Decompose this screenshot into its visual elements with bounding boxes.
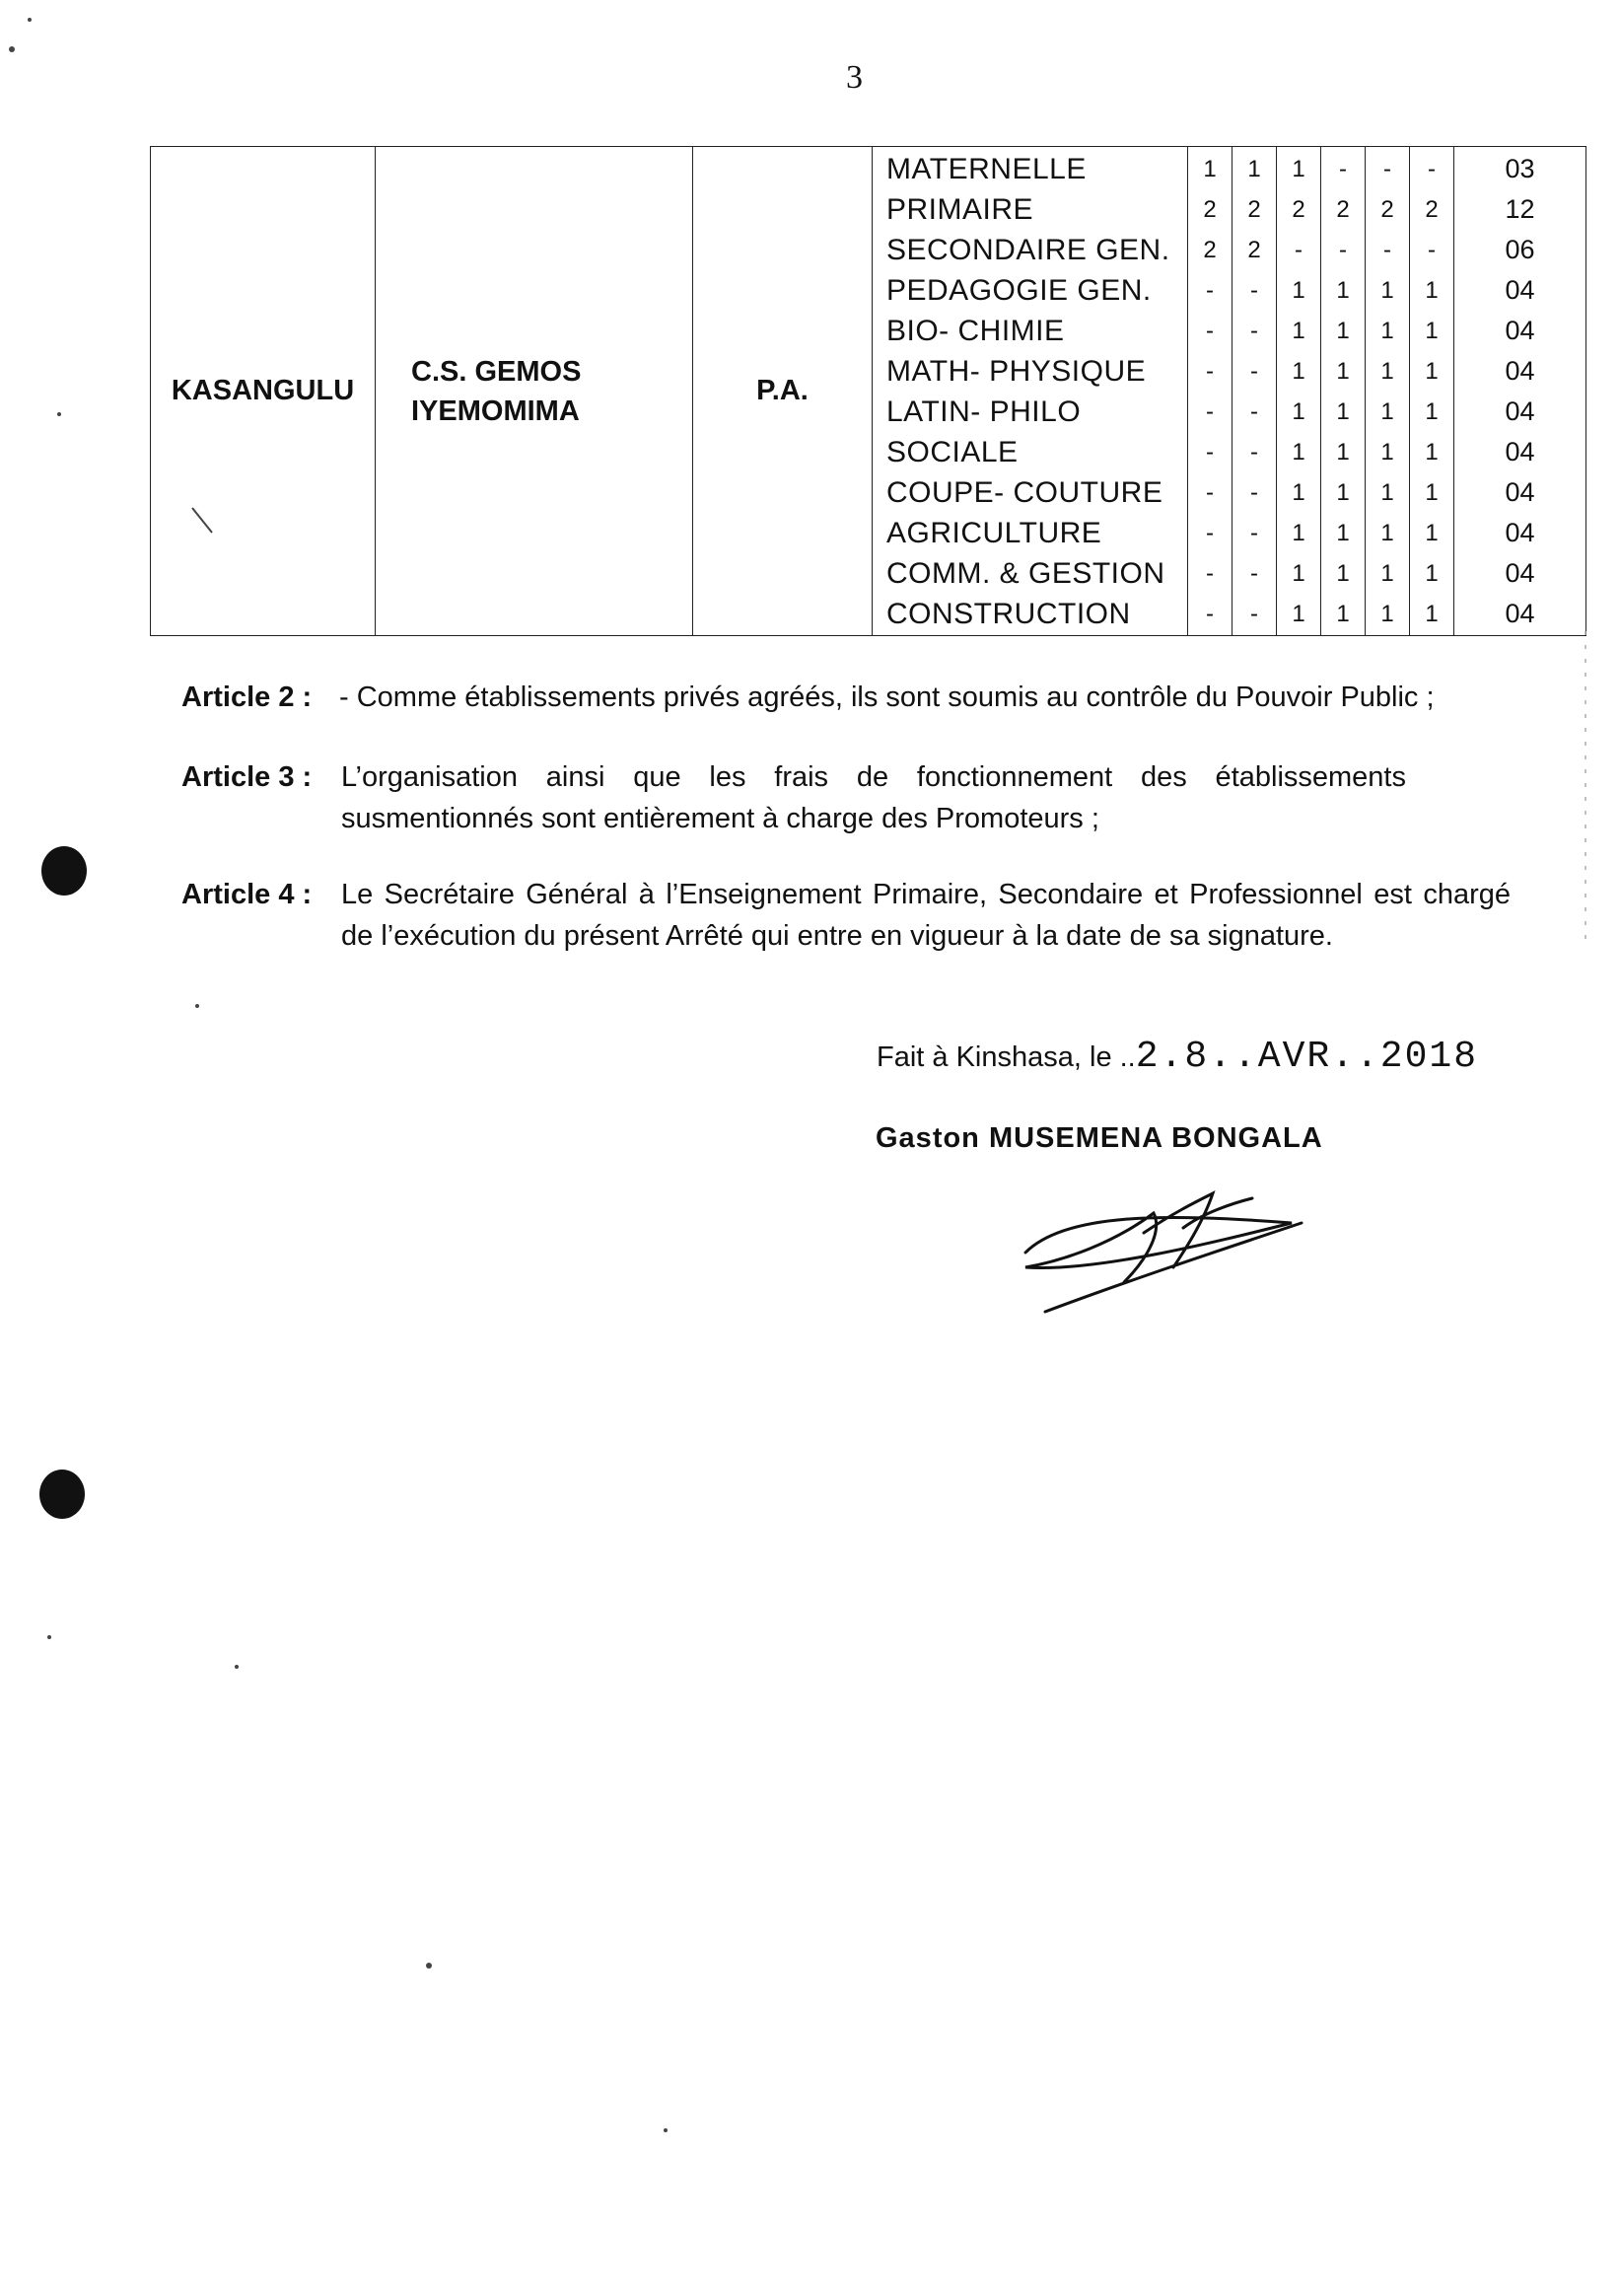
school-type-cell (693, 147, 873, 636)
class-count: - (1250, 438, 1258, 466)
class-count: - (1250, 519, 1258, 546)
class-count: 1 (1336, 600, 1350, 627)
class-count: - (1383, 155, 1391, 182)
class-count: - (1250, 276, 1258, 304)
class-count: 1 (1292, 397, 1305, 425)
class-count: 1 (1425, 276, 1439, 304)
class-count: 2 (1203, 195, 1217, 223)
class-count: - (1206, 600, 1214, 627)
class-count: 1 (1336, 357, 1350, 385)
class-count: 1 (1380, 478, 1394, 506)
signature-place: Fait à Kinshasa, le .. (877, 1041, 1136, 1073)
class-count: 1 (1425, 438, 1439, 466)
school-name-line1: C.S. GEMOS (411, 355, 582, 388)
location-cell (151, 147, 376, 636)
class-count: 1 (1380, 397, 1394, 425)
article-3 (181, 756, 1542, 845)
row-total: 04 (1505, 315, 1535, 345)
class-count: 1 (1336, 438, 1350, 466)
row-total: 04 (1505, 517, 1535, 547)
class-count: 1 (1425, 317, 1439, 344)
article-label: Article 3 : (181, 761, 313, 793)
class-count: 1 (1425, 559, 1439, 587)
article-4 (181, 874, 1542, 1002)
table-row (151, 147, 1586, 636)
school-type: P.A. (756, 375, 809, 406)
class-count-column-4 (1321, 147, 1366, 636)
class-count: - (1383, 236, 1391, 263)
class-count: - (1206, 478, 1214, 506)
article-text: Le Secrétaire Général à l’Enseignement Primaire, Secondaire et Professionnel est chargé de l’exécution du présent Arrêté qui entre en vigueur à la date de sa signature. (341, 879, 1511, 952)
class-count: 1 (1380, 276, 1394, 304)
class-count: 1 (1292, 478, 1305, 506)
school-cell (376, 147, 693, 636)
handwritten-signature (1006, 1174, 1321, 1331)
class-count: 1 (1336, 559, 1350, 587)
class-count: 1 (1425, 600, 1439, 627)
class-count: 1 (1292, 357, 1305, 385)
article-2 (181, 677, 1542, 718)
class-count: 1 (1292, 155, 1305, 182)
option-name: COUPE- COUTURE (886, 475, 1163, 509)
article-text: L’organisation ainsi que les frais de fonctionnement des établissements susmentionnés sont entièrement à charge des Promoteurs ; (341, 761, 1406, 834)
article-label: Article 2 : (181, 682, 313, 713)
row-total: 12 (1505, 193, 1535, 224)
class-count: - (1206, 438, 1214, 466)
class-count: 1 (1292, 317, 1305, 344)
row-total: 04 (1505, 395, 1535, 426)
options-column (873, 147, 1188, 636)
signer-name: Gaston MUSEMENA BONGALA (876, 1122, 1323, 1154)
class-count-column-3 (1277, 147, 1321, 636)
class-count: 2 (1425, 195, 1439, 223)
row-total: 03 (1505, 153, 1535, 183)
class-count: - (1206, 559, 1214, 587)
class-count: 1 (1380, 317, 1394, 344)
option-name: CONSTRUCTION (886, 597, 1131, 630)
class-count: 1 (1425, 397, 1439, 425)
class-count: 2 (1380, 195, 1394, 223)
option-name: SOCIALE (886, 435, 1019, 468)
class-count: - (1339, 155, 1347, 182)
class-count: - (1250, 317, 1258, 344)
row-total: 04 (1505, 476, 1535, 507)
class-count: - (1206, 276, 1214, 304)
signature-date: 2.8..AVR..2018 (1135, 1036, 1479, 1078)
class-count: - (1428, 155, 1436, 182)
class-count: 1 (1247, 155, 1261, 182)
class-count: 2 (1336, 195, 1350, 223)
class-count: 1 (1336, 397, 1350, 425)
class-count: 1 (1336, 478, 1350, 506)
class-count: 1 (1336, 276, 1350, 304)
class-count: 1 (1380, 438, 1394, 466)
class-count: - (1250, 600, 1258, 627)
class-count: 1 (1425, 519, 1439, 546)
row-total: 04 (1505, 598, 1535, 628)
class-count-column-1 (1188, 147, 1233, 636)
class-count: 1 (1380, 559, 1394, 587)
class-count: - (1250, 357, 1258, 385)
option-name: MATH- PHYSIQUE (886, 354, 1147, 388)
class-count: - (1206, 317, 1214, 344)
class-count: 1 (1336, 519, 1350, 546)
class-count: - (1206, 397, 1214, 425)
class-count: 2 (1203, 236, 1217, 263)
class-count: 2 (1247, 236, 1261, 263)
class-count: - (1339, 236, 1347, 263)
school-registration-table (150, 146, 1586, 636)
class-count: - (1250, 397, 1258, 425)
punch-hole-mark (39, 1470, 85, 1519)
class-count: 2 (1292, 195, 1305, 223)
class-count: 2 (1247, 195, 1261, 223)
class-count: 1 (1380, 600, 1394, 627)
class-count: 1 (1292, 600, 1305, 627)
option-name: PEDAGOGIE GEN. (886, 273, 1152, 307)
class-count: - (1250, 559, 1258, 587)
punch-hole-mark (41, 846, 87, 896)
option-name: LATIN- PHILO (886, 395, 1082, 428)
option-name: SECONDAIRE GEN. (886, 233, 1170, 266)
class-count: 1 (1380, 357, 1394, 385)
location-name: KASANGULU (171, 375, 355, 406)
row-total: 04 (1505, 355, 1535, 386)
class-count-column-5 (1366, 147, 1410, 636)
page-number: 3 (846, 59, 863, 96)
class-count: - (1250, 478, 1258, 506)
option-name: COMM. & GESTION (886, 556, 1165, 590)
class-count: 1 (1336, 317, 1350, 344)
article-text: - Comme établissements privés agréés, ils sont soumis au contrôle du Pouvoir Public ; (339, 682, 1435, 713)
row-total: 04 (1505, 557, 1535, 588)
article-label: Article 4 : (181, 879, 313, 910)
option-name: PRIMAIRE (886, 192, 1034, 226)
row-total: 04 (1505, 436, 1535, 466)
signature-place-date (877, 1036, 1478, 1078)
class-count: - (1428, 236, 1436, 263)
class-count: 1 (1292, 438, 1305, 466)
row-total: 06 (1505, 234, 1535, 264)
class-count: 1 (1203, 155, 1217, 182)
class-count: 1 (1425, 357, 1439, 385)
option-name: BIO- CHIMIE (886, 314, 1065, 347)
total-column (1454, 147, 1586, 636)
option-name: AGRICULTURE (886, 516, 1102, 549)
class-count: 1 (1292, 559, 1305, 587)
school-name-line2: IYEMOMIMA (411, 395, 580, 427)
class-count: 1 (1292, 276, 1305, 304)
class-count: 1 (1425, 478, 1439, 506)
class-count-column-6 (1410, 147, 1454, 636)
class-count: 1 (1292, 519, 1305, 546)
option-name: MATERNELLE (886, 152, 1087, 185)
class-count: - (1295, 236, 1303, 263)
row-total: 04 (1505, 274, 1535, 305)
class-count: - (1206, 357, 1214, 385)
class-count: - (1206, 519, 1214, 546)
class-count: 1 (1380, 519, 1394, 546)
class-count-column-2 (1233, 147, 1277, 636)
